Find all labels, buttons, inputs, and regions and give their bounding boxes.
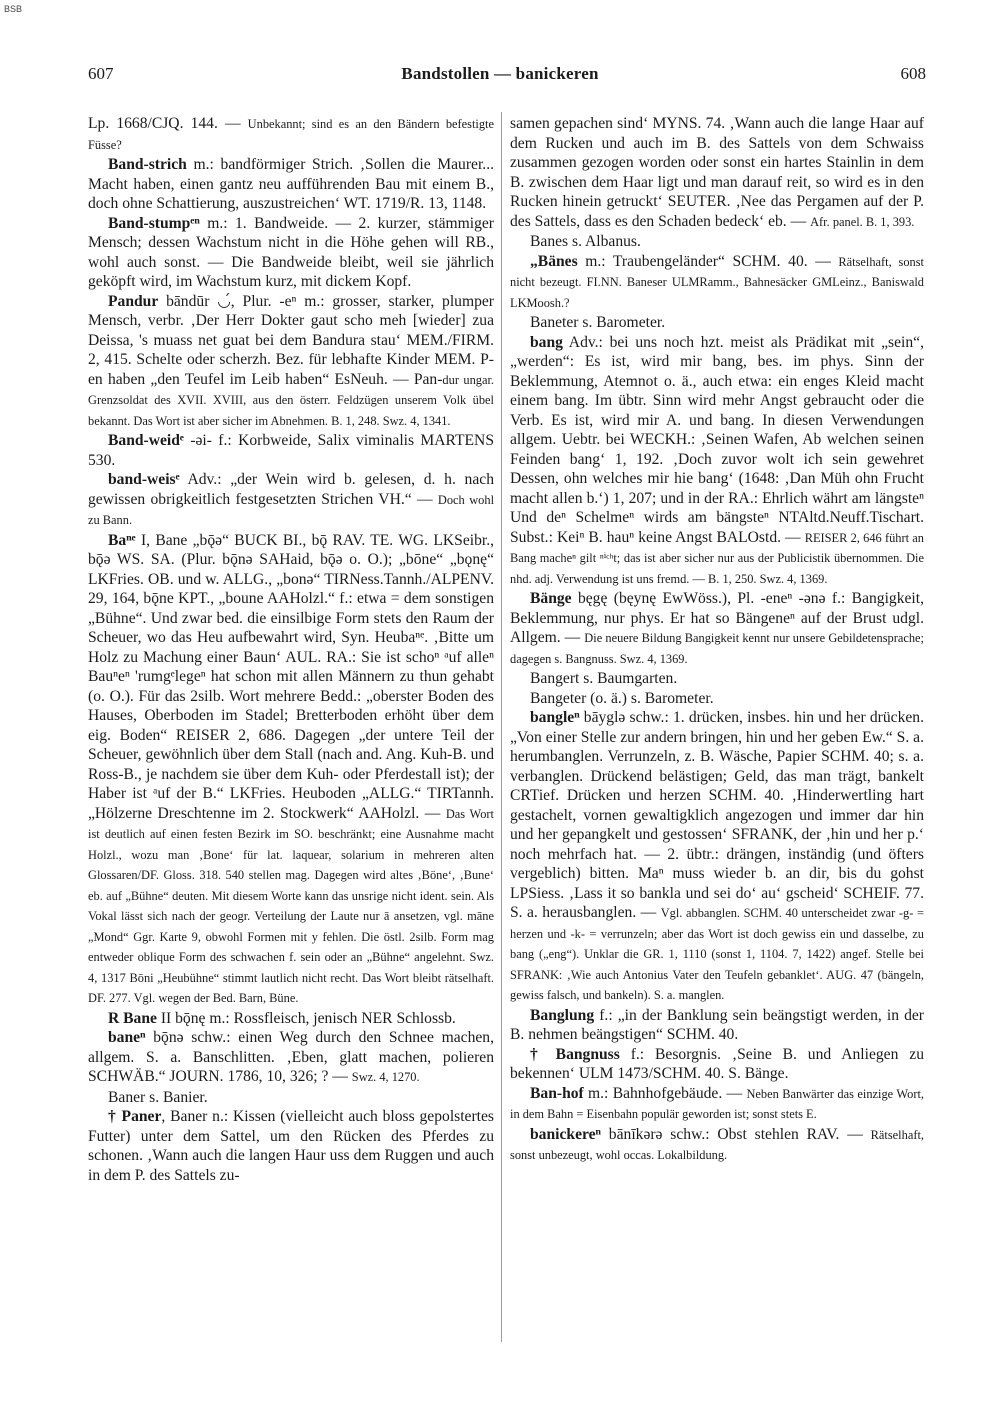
- entry-text: f.: „in der Banklung sein beängstigt werden, in der B. nehmen beängstigen“ SCHM. 40.: [510, 1006, 924, 1043]
- page-number-left: 607: [88, 64, 114, 83]
- dictionary-entry: [88, 470, 494, 531]
- entry-headword: baneⁿ: [108, 1029, 146, 1046]
- entry-note: Doch wohl zu Bann.: [88, 492, 495, 527]
- entry-text: , Baner n.: Kissen (vielleicht auch bloss gepolstertes Futter) unter dem Sattel, um den Rücken des Pferdes zu schonen. ‚Wann auch die langen Haur uss dem Ruggen und auch in dem P. des Sattels zu-: [88, 1108, 494, 1184]
- entry-note: Rätselhaft, sonst unbezeugt, wohl occas. Lokalbildung.: [510, 1127, 924, 1162]
- entry-headword: Baⁿᵉ: [108, 531, 136, 549]
- entry-headword: Band-strich: [108, 156, 187, 173]
- entry-text: bęgę (bęynę EwWöss.), Pl. -eneⁿ -ənə f.: Bangigkeit, Beklemmung, nur phys. Er hat so Bängeneⁿ auf der Brust udgl. Allgem. —: [510, 590, 924, 646]
- entry-headword: bangleⁿ: [530, 709, 580, 726]
- entry-text: Adv.: „der Wein wird b. gelesen, d. h. nach gewissen obrigkeitlich festgesetzten Strichen VH.“ —: [88, 471, 494, 508]
- entry-headword: banickereⁿ: [530, 1125, 601, 1143]
- dictionary-entry: [88, 531, 494, 1009]
- entry-note: dur ungar. Grenzsoldat des XVII. XVIII, aus den österr. Feldzügen unserem Volk übel bekannt. Das Wort ist aber sicher im Abnehmen. B. 1, 248. Swz. 4, 1341.: [88, 372, 494, 428]
- entry-note: Unbekannt; sind es an den Bändern befestigte Füsse?: [88, 117, 494, 152]
- entry-note: Die neuere Bildung Bangigkeit kennt nur unsere Gebildetensprache; dagegen s. Bangnuss. Swz. 4, 1369.: [510, 631, 924, 666]
- entry-headword: Pandur: [108, 292, 159, 310]
- entry-note: Das Wort ist deutlich auf einen festen Bezirk im SO. beschränkt; eine Ausnahme macht Holzl., wozu man ‚Bone‘ für lat. laquear, solarium in mehreren alten Glossaren/DF. Gloss. 318. 540 stellen mag. Dagegen wird altes ‚Böne‘, ‚Bune‘ eb. auf „Bühne“ deuten. Mit diesem Worte kann das unsrige nicht ident. sein. Als Vokal lässt sich nach der geogr. Verteilung der Laute nur ā ansetzen, vgl. māne „Mond“ Ggr. Karte 9, obwohl Formen mit y fehlen. Die östl. 2silb. Form mag entweder oblique Form des schwachen f. sein oder an „Bühne“ angelehnt. Swz. 4, 1317 Bōni „Heubühne“ stimmt lautlich nicht recht. Das Wort bleibt rätselhaft. DF. 277. Vgl. wegen der Bed. Barn, Büne.: [88, 806, 495, 1005]
- dictionary-entry: [510, 333, 924, 590]
- dictionary-entry: [510, 689, 924, 709]
- dictionary-entry: [88, 292, 494, 432]
- dictionary-entry: [88, 1088, 494, 1108]
- entry-text: bǭnə schw.: einen Weg durch den Schnee machen, allgem. S. a. Banschlitten. ‚Eben, glatt machen, polieren SCHWÄB.“ JOURN. 1786, 10, 326; ? —: [88, 1029, 494, 1085]
- entry-text: -əi- f.: Korbweide, Salix viminalis MARTENS 530.: [88, 432, 494, 469]
- entry-text: f.: Besorgnis. ‚Seine B. und Anliegen zu bekennen‘ ULM 1473/SCHM. 40. S. Bänge.: [510, 1045, 924, 1082]
- entry-text: bānīkərə schw.: Obst stehlen RAV. —: [600, 1125, 871, 1143]
- page-number-right: 608: [900, 64, 926, 83]
- entry-text: Lp. 1668/CJQ. 144. —: [88, 115, 248, 132]
- running-title: Bandstollen — banickeren: [401, 64, 599, 83]
- entry-headword: Ban-hof: [530, 1084, 584, 1102]
- entry-text: Baneter s. Barometer.: [530, 314, 666, 331]
- entry-headword: Band-stumpᵉⁿ: [108, 214, 200, 232]
- entry-text: bāyglə schw.: 1. drücken, insbes. hin und her drücken. „Von einer Stelle zur andern bringen, hin und her geben Ew.“ S. a. herumbanglen. Verrunzeln, z. B. Wäsche, Papier SCHM. 40; s. a. verbanglen. Drückend belästigen; Geld, das man trägt, bankelt CRTief. Drücken und herzen SCHM. 40. ‚Hinderwertling hart gestachelt, vornen gewaltigklich angezogen und immer dar hin und her gepangkelt und gestossen‘ SFRANK, der ‚hin und her p.‘ noch mehrfach hat. — 2. übtr.: drängen, inständig (und öfters vergeblich) bitten. Maⁿ muss wieder b. an dir, bis du gohst LPSiess. ‚Lass it so bankla und sei do‘ au‘ gscheid‘ SCHEIF. 77. S. a. herausbanglen. —: [510, 709, 924, 921]
- entry-headword: bang: [530, 333, 563, 351]
- page-header: [0, 64, 1000, 90]
- entry-note: Afr. panel. B. 1, 393.: [810, 214, 915, 229]
- entry-text: samen gepachen sind‘ MYNS. 74. ‚Wann auch die lange Haar auf dem Rucken und auch im B. des Sattels von dem Schwaiss zusammen gezogen worden oder sonst ein hartes Stainlin in dem B. zwischen dem Haar ligt und man darauf reit, so wird es in den Rucken hinein getruckt‘ SEUTER. ‚Nee das Pergamen auf der P. des Sattels, dass es den Schaden bedeck‘ eb. —: [510, 115, 924, 230]
- dictionary-entry: [510, 1084, 924, 1125]
- dictionary-entry: [88, 214, 494, 292]
- entry-text: I, Bane „bǭə“ BUCK BI., bǭ RAV. TE. WG. LKSeibr., bǭə WS. SA. (Plur. bǭnə SAHaid, bǭə o. O.); „bōne“ „bǫnę“ LKFries. OB. und w. ALLG., „bonə“ TIRNess.Tannh./ALPENV. 29, 164, bǭne KPT., „boune AAHolzl.“ f.: etwa = dem sonstigen „Bühne“. Und zwar bed. die einsilbige Form stets den Raum der Scheuer, wo das Heu aufbewahrt wird, Syn. Heubaⁿᵉ. ‚Bitte um Holz zu Machung einer Baun‘ AUL. RA.: Sie ist schoⁿ ᵃuf alleⁿ Bauⁿeⁿ 'rumgᵉlegeⁿ hat schon mit allen Männern zu thun gehabt (o. O.). Für das 2silb. Wort mehrere Bedd.: „oberster Boden des Hauses, Oberboden im Stadel; Bretterboden erhöht über dem eig. Boden“ REISER 2, 686. Dagegen „der untere Teil der Scheuer, gewöhnlich über dem Stall (nach and. Ang. Kuh-B. und Ross-B., je nachdem sie über dem Kuh- oder Pferdestall ist); der Haber ist ᵃuf der B.“ LKFries. Heuboden „ALLG.“ TIRTannh. „Hölzerne Dreschtenne im 2. Stockwerk“ AAHolzl. —: [88, 531, 494, 822]
- entry-text: m.: Traubengeländer“ SCHM. 40. —: [577, 252, 839, 270]
- entry-text: bāndūr ◡́, Plur. -eⁿ m.: grosser, starker, plumper Mensch, verbr. ‚Der Herr Dokter gaut scho meh [wieder] zua Deissa, 's muass net guat bei dem Bandura stau‘ MEM./FIRM. 2, 415. Schelte oder scherzh. Bez. für lebhafte Kinder MEM. P-en haben „den Teufel im Leib haben“ EsNeuh. — Pan-: [88, 292, 494, 388]
- dictionary-entry: [88, 1107, 494, 1185]
- library-stamp: BSB: [4, 4, 23, 14]
- dictionary-entry: [88, 431, 494, 470]
- entry-text: m.: Bahnhofgebäude. —: [583, 1084, 747, 1102]
- dictionary-entry: [510, 252, 924, 314]
- entry-headword: band-weisᵉ: [108, 471, 180, 488]
- entry-headword: † Bangnuss: [530, 1045, 620, 1063]
- dictionary-entry: [510, 232, 924, 252]
- entry-text: Bangert s. Baumgarten.: [530, 670, 678, 687]
- entry-text: Baner s. Banier.: [108, 1088, 208, 1106]
- entry-text: Adv.: bei uns noch hzt. meist als Prädikat mit „sein“, „werden“: Es ist, wird mir bang, bes. im phys. Sinn der Beklemmung, Atemnot o. ä., auch etwa: ein enges Kleid macht einem bang. Im übtr. Sinn wird mehr Angst gebraucht oder die Verb. Es ist, wird mir A. und bang. In diesen Verwendungen allgem. Uebtr. bei WECKH.: ‚Seinen Wafen, Ab welchen seinen Feinden bang‘ 1, 192. ‚Doch zuvor wolt ich sein gewehret Dessen, ohn welches mir hie bang‘ (1648: ‚Dan Müh ohn Frucht macht allen b.‘) 1, 207; und in der RA.: Ehrlich währt am längsteⁿ Und deⁿ Schelmeⁿ wirds am bängsteⁿ NTAltd.Neuff.Tischart. Subst.: Keiⁿ B. hauⁿ keine Angst BALOstd. —: [510, 333, 924, 546]
- entry-text: Bangeter (o. ä.) s. Barometer.: [530, 689, 714, 707]
- entry-headword: Bänge: [530, 590, 572, 607]
- entry-note: REISER 2, 646 führt an Bang macheⁿ gilt ⁿⁱᶜʰt; das ist aber sicher nur aus der Publicistik übernommen. Die nhd. adj. Verwendung ist uns fremd. — B. 1, 250. Swz. 4, 1369.: [510, 530, 924, 586]
- dictionary-entry: [510, 1006, 924, 1045]
- dictionary-entry: [510, 669, 924, 689]
- entry-note: Swz. 4, 1270.: [351, 1070, 420, 1084]
- entry-text: II bǭnę m.: Rossfleisch, jenisch NER Schlossb.: [156, 1009, 456, 1027]
- dictionary-entry: [510, 589, 924, 669]
- entry-text: m.: 1. Bandweide. — 2. kurzer, stämmiger Mensch; dessen Wachstum nicht in die Höhe gehen will RB., wohl auch sonst. — Die Bandweide bleibt, weil sie jährlich geköpft wird, im Wachstum kurz, mit dickem Kopf.: [88, 214, 494, 290]
- column-divider: [501, 112, 502, 1342]
- entry-note: Rätselhaft, sonst nicht bezeugt. FI.NN. Baneser ULMRamm., Bahnesäcker GMLeinz., Baniswald LKMoosh.?: [510, 254, 924, 310]
- entry-headword: Band-weidᵉ: [108, 432, 184, 449]
- right-column: [510, 114, 924, 1166]
- entry-headword: † Paner: [108, 1108, 162, 1125]
- dictionary-entry: [88, 1009, 494, 1029]
- dictionary-entry: [88, 1028, 494, 1088]
- entry-headword: Banglung: [530, 1006, 595, 1024]
- dictionary-entry: [510, 1125, 924, 1166]
- entry-note: Vgl. abbanglen. SCHM. 40 unterscheidet zwar -g- = herzen und -k- = verrunzeln; aber das Wort ist doch gewiss ein und dasselbe, zu bang („eng“). Unklar die GR. 1, 1110 (sonst 1, 1104. 7, 1422) angef. Stelle bei SFRANK: ‚Wie auch Antonius Vater den Teufeln gebanklet‘. AUG. 47 (bängeln, gewiss falsch, und bankeln). S. a. manglen.: [510, 906, 924, 1002]
- left-column: [88, 114, 494, 1185]
- dictionary-entry: [88, 155, 494, 214]
- dictionary-entry: [510, 114, 924, 232]
- entry-note: Neben Banwärter das einzige Wort, in dem Bahn = Eisenbahn populär geworden ist; sonst stets E.: [510, 1086, 924, 1121]
- dictionary-entry: [88, 114, 494, 155]
- dictionary-entry: [510, 1045, 924, 1084]
- dictionary-entry: [510, 708, 924, 1006]
- entry-text: m.: bandförmiger Strich. ‚Sollen die Maurer... Macht haben, einen gantz neu aufführenden Bau mit einem B., doch ohne Schattierung, auszustreichen‘ WT. 1719/R. 13, 1148.: [88, 156, 494, 212]
- dictionary-entry: [510, 313, 924, 333]
- entry-headword: „Bänes: [530, 252, 578, 270]
- entry-text: Banes s. Albanus.: [530, 233, 641, 250]
- entry-headword: R Bane: [108, 1009, 157, 1027]
